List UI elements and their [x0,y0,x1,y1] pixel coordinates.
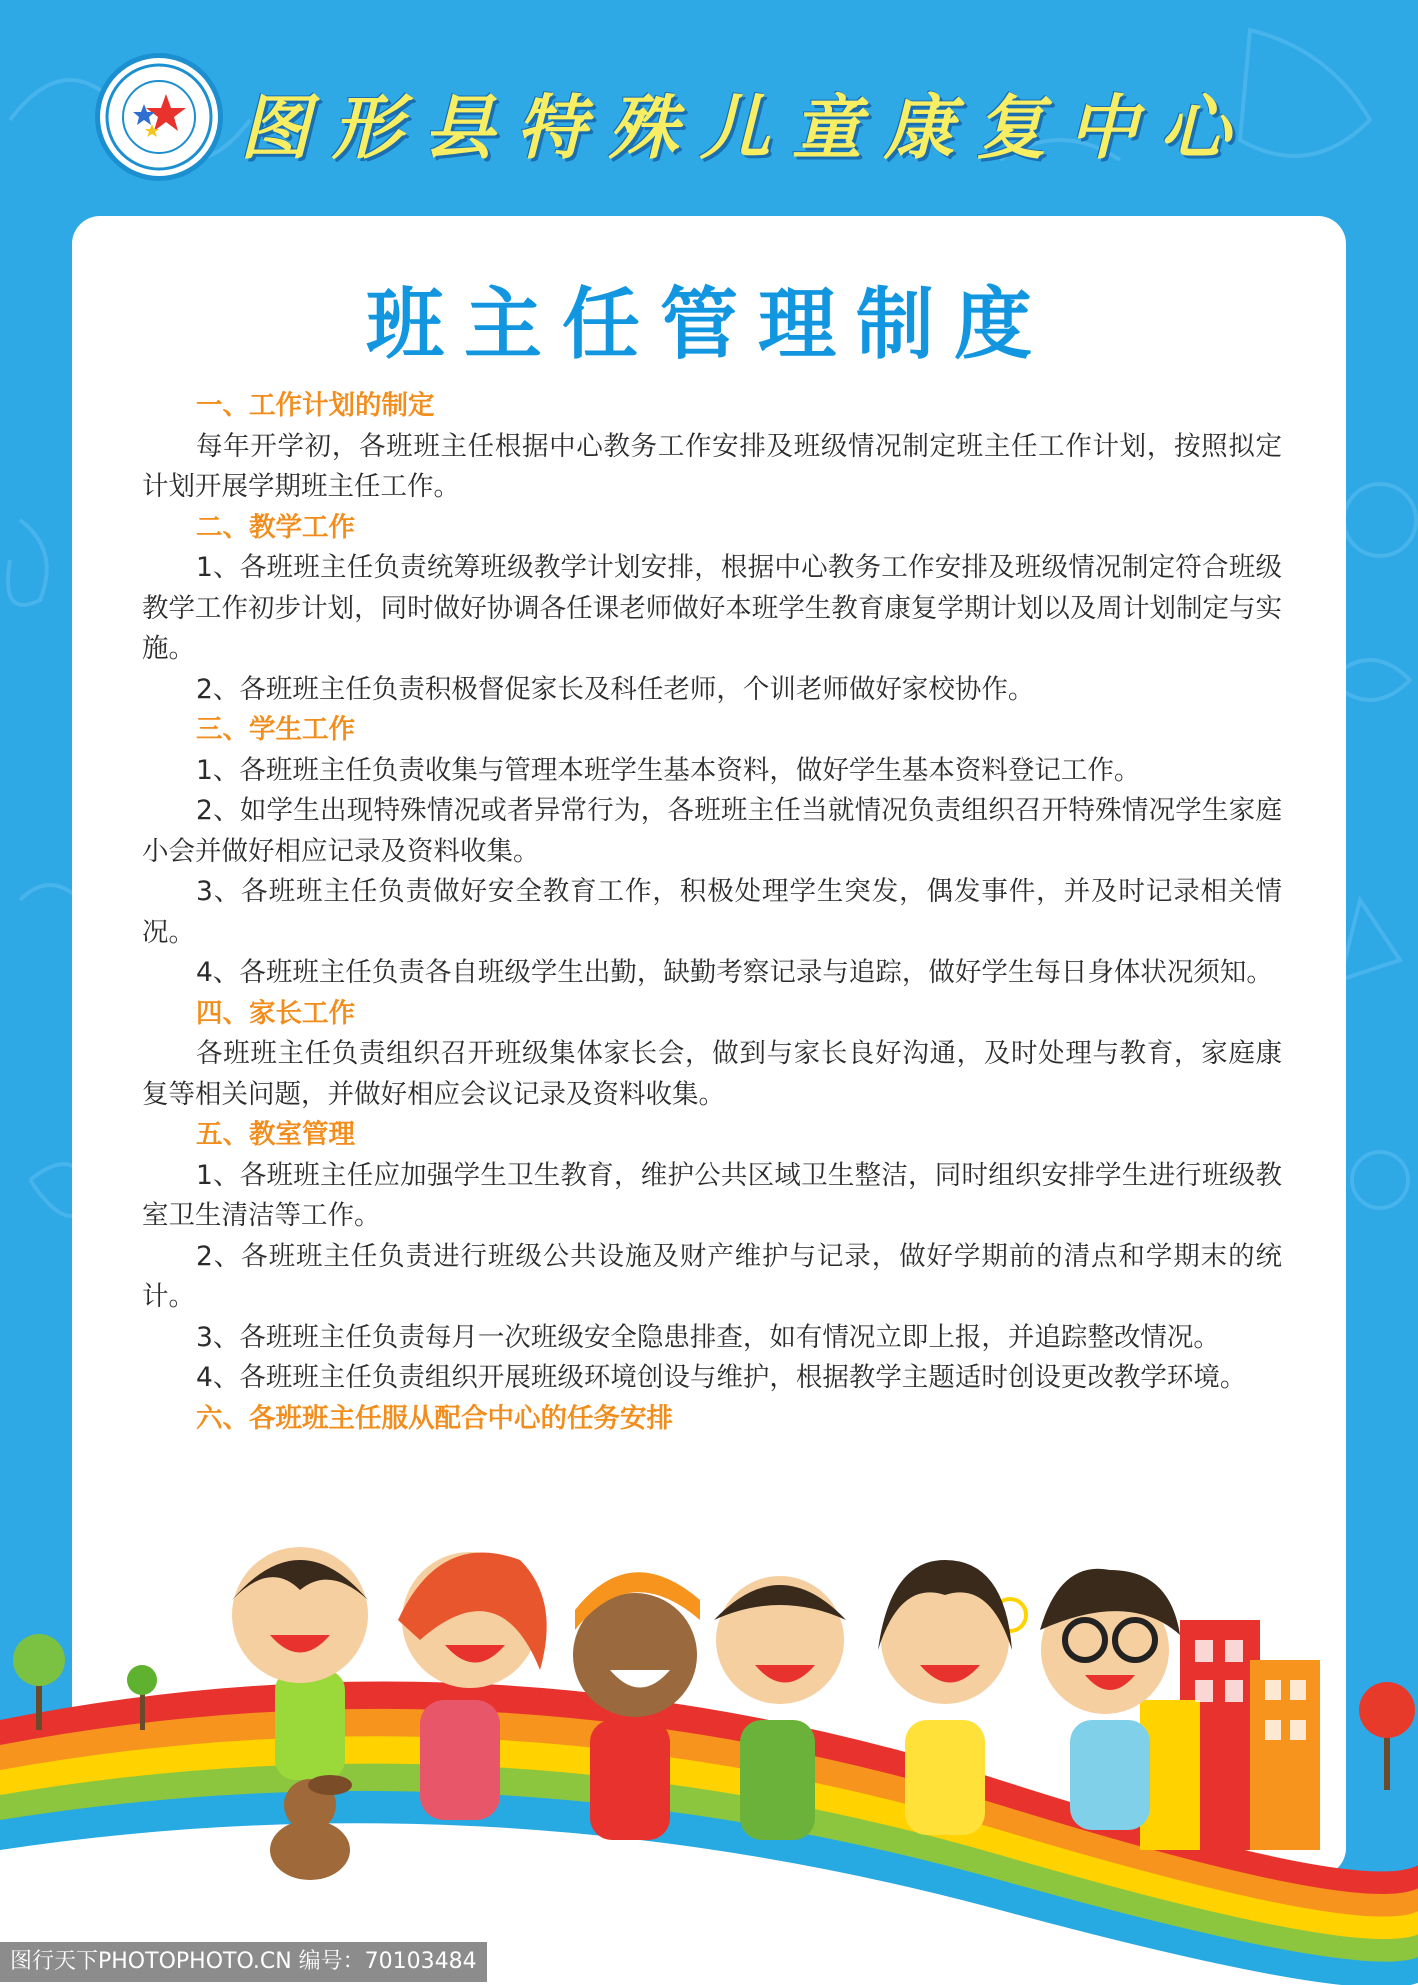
paragraph: 3、各班班主任负责每月一次班级安全隐患排查，如有情况立即上报，并追踪整改情况。 [196,1321,1220,1353]
section-heading: 三、学生工作 [196,714,355,745]
paragraph: 4、各班班主任负责组织开展班级环境创设与维护，根据教学主题适时创设更改教学环境。 [196,1362,1247,1393]
paragraph: 1、各班班主任负责收集与管理本班学生基本资料，做好学生基本资料登记工作。 [196,754,1141,786]
section-heading: 一、工作计划的制定 [196,390,435,421]
paragraph: 2、如学生出现特殊情况或者异常行为，各班班主任当就情况负责组织召开特殊情况学生家庭小会并做好相应记录及资料收集。 [142,795,1282,867]
paragraph: 每年开学初，各班班主任根据中心教务工作安排及班级情况制定班主任工作计划，按照拟定计划开展学期班主任工作。 [142,430,1282,502]
section-heading: 二、教学工作 [196,511,355,543]
paragraph: 2、各班班主任负责进行班级公共设施及财产维护与记录，做好学期前的清点和学期末的统计。 [142,1240,1282,1312]
center-logo [100,58,218,176]
section-heading: 六、各班班主任服从配合中心的任务安排 [196,1402,673,1434]
paragraph: 3、各班班主任负责做好安全教育工作，积极处理学生突发，偶发事件，并及时记录相关情况。 [142,876,1282,948]
regulation-body [142,386,1282,1439]
star-logo-icon [100,58,218,176]
center-name-heading: 图形县特殊儿童康复中心 [240,86,1252,169]
paragraph: 4、各班班主任负责各自班级学生出勤，缺勤考察记录与追踪，做好学生每日身体状况须知。 [196,957,1273,988]
section-heading: 四、家长工作 [196,997,355,1029]
document-title: 班主任管理制度 [365,280,1052,370]
paragraph: 1、各班班主任应加强学生卫生教育，维护公共区域卫生整洁，同时组织安排学生进行班级教室卫生清洁等工作。 [142,1159,1282,1231]
paragraph: 各班班主任负责组织召开班级集体家长会，做到与家长良好沟通，及时处理与教育，家庭康复等相关问题，并做好相应会议记录及资料收集。 [142,1038,1282,1110]
children-rainbow-illustration [0,1520,1418,1985]
paragraph: 2、各班班主任负责积极督促家长及科任老师，个训老师做好家校协作。 [196,673,1035,705]
paragraph: 1、各班班主任负责统筹班级教学计划安排，根据中心教务工作安排及班级情况制定符合班级教学工作初步计划，同时做好协调各任课老师做好本班学生教育康复学期计划以及周计划制定与实施。 [142,552,1282,664]
section-heading: 五、教室管理 [196,1119,355,1150]
poster-header [0,0,1418,210]
watermark-label: 图行天下PHOTOPHOTO.CN 编号：70103484 [0,1942,487,1982]
